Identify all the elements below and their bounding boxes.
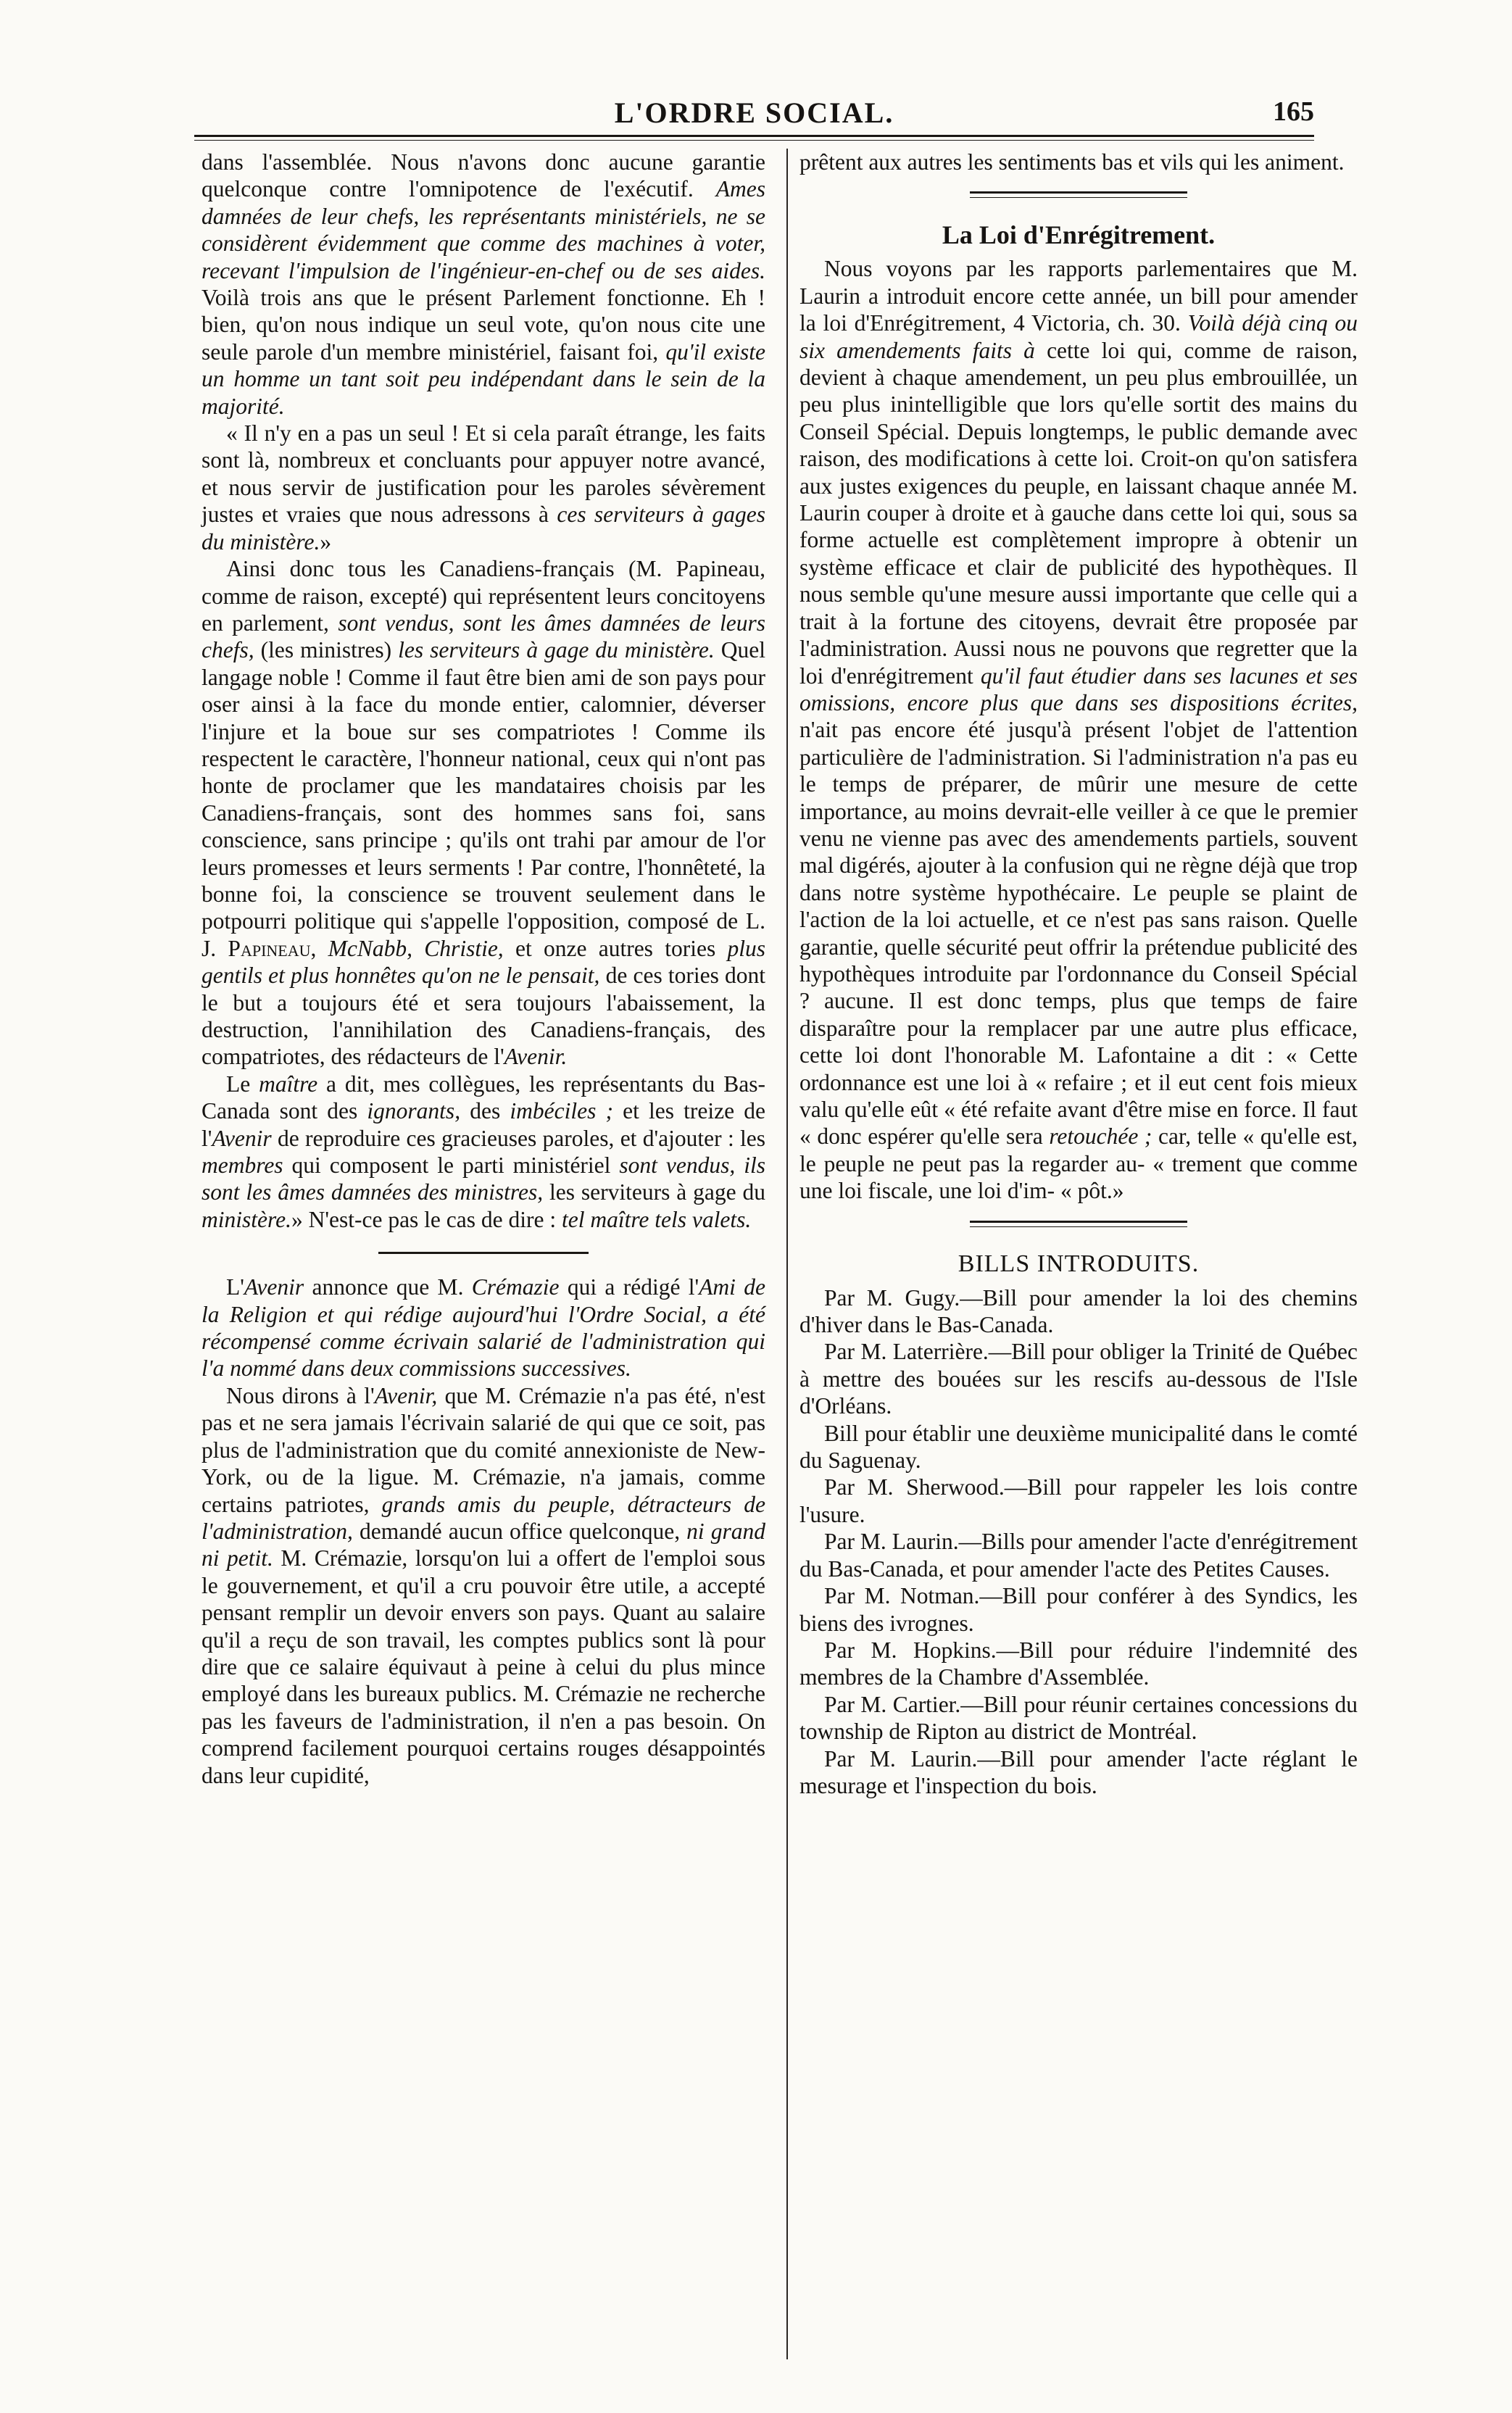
text-run: Avenir, bbox=[374, 1382, 438, 1408]
text-run: Nous voyons par les rapports parlementaires que M. Laurin a introduit encore cette année, un bill pour amender la loi d'Enrégitrement, 4 Victoria, ch. 30. bbox=[799, 256, 1358, 336]
article-paragraph bbox=[202, 420, 765, 555]
article-paragraph bbox=[799, 1691, 1358, 1745]
text-run: Avenir. bbox=[504, 1044, 568, 1070]
text-run: maître bbox=[259, 1071, 318, 1097]
section-divider bbox=[799, 175, 1358, 216]
masthead bbox=[194, 93, 1314, 144]
article-paragraph bbox=[799, 1745, 1358, 1800]
text-run: L' bbox=[226, 1274, 244, 1300]
text-run: Quel langage noble ! Comme il faut être bien ami de son pays pour oser ainsi à la face du monde entier, calomnier, déverser l'injure et la boue sur ses compatriotes ! Comme ils respectent le caractère, l'honneur national, ceux qui n'ont pas honte de proclamer que les mandataires choisis par les Canadiens-français, sont des hommes sans foi, sans conscience, sans principe ; qu'ils ont trahi par amour de l'or leurs promesses et leurs serments ! Par contre, l'honnêteté, la bonne foi, la conscience se trouvent seulement dans le potpourri politique qui s'appelle l'opposition, composé de L. J. bbox=[202, 637, 766, 961]
article-paragraph bbox=[799, 1284, 1358, 1339]
text-run: « Il n'y en a pas un seul ! Et si cela paraît étrange, les faits sont là, nombreux et concluants pour appuyer notre avancé, et nous servir de justification pour les paroles sévèrement justes et vraies que nous adressons à bbox=[202, 420, 765, 528]
text-run: Avenir bbox=[212, 1125, 272, 1151]
text-run: Ami de la Religion et qui rédige aujourd'hui l'Ordre Social, a été récompensé comme écrivain salarié de l'administration qui l'a nommé dans deux commissions successives. bbox=[202, 1274, 765, 1382]
text-run: de ces tories dont le but a toujours été et sera toujours l'abaissement, la destruction, l'annihilation des Canadiens-français, des compatriotes, des rédacteurs de l' bbox=[202, 963, 766, 1070]
text-run: Nous dirons à l' bbox=[226, 1382, 375, 1408]
text-run: Par M. Laurin.—Bill pour amender l'acte réglant le mesurage et l'inspection du bois. bbox=[799, 1745, 1358, 1798]
section-heading: La Loi d'Enrégitrement. bbox=[942, 220, 1216, 250]
text-run: qu'il existe un homme un tant soit peu indépendant dans le sein de la majorité. bbox=[202, 339, 766, 419]
text-run: M. Crémazie, lorsqu'on lui a offert de l'emploi sous le gouvernement, et qu'il a cru pouvoir être utile, a accepté pensant remplir un devoir envers son pays. Quant au salaire qu'il a reçu de son travail, les comptes publics sont là pour dire que ce salaire équivaut à peine à celui du plus mince employé dans les bureaux publics. M. Crémazie ne recherche pas les faveurs de l'administration, il n'en a pas besoin. On comprend facilement pourquoi certains rouges désappointés dans leur cupidité, bbox=[202, 1545, 765, 1788]
article-paragraph bbox=[799, 1582, 1358, 1637]
text-run: demandé aucun office quelconque, bbox=[352, 1518, 687, 1544]
text-run: qu'il faut étudier dans ses lacunes et ses omissions, encore plus que dans ses dispositions écrites, bbox=[799, 663, 1358, 715]
text-run: Par M. Hopkins.—Bill pour réduire l'indemnité des membres de la Chambre d'Assemblée. bbox=[799, 1637, 1358, 1690]
text-run: McNabb, Christie, bbox=[328, 935, 504, 961]
text-run: a dit, mes collègues, les représentants du Bas-Canada sont des bbox=[202, 1071, 765, 1124]
text-run: retouchée ; bbox=[1049, 1124, 1152, 1150]
text-run: prêtent aux autres les sentiments bas et vils qui les animent. bbox=[799, 149, 1345, 175]
section-divider bbox=[799, 1205, 1358, 1245]
text-run: membres bbox=[202, 1152, 283, 1179]
text-run: Papineau bbox=[228, 935, 311, 961]
article-paragraph bbox=[202, 1274, 765, 1382]
text-run: ces serviteurs à gages du ministère. bbox=[202, 502, 765, 555]
page-number: 165 bbox=[1273, 96, 1314, 127]
text-run: Le bbox=[226, 1071, 259, 1097]
section-heading: BILLS INTRODUITS. bbox=[958, 1250, 1200, 1277]
text-run: de reproduire ces gracieuses paroles, et d'ajouter : les bbox=[271, 1125, 765, 1151]
text-run: Par M. Sherwood.—Bill pour rappeler les lois contre l'usure. bbox=[799, 1474, 1358, 1527]
left-column bbox=[202, 149, 765, 1789]
newspaper-title: L'ORDRE SOCIAL. bbox=[614, 96, 894, 129]
text-run: que M. Crémazie n'a pas été, n'est pas et ne sera jamais l'écrivain salarié de qui que ce soit, pas plus de l'administration que du comité annexioniste de New-York, ou de la ligue. M. Crémazie, n'a jamais, comme certains patriotes, bbox=[202, 1382, 765, 1517]
article-paragraph bbox=[202, 1071, 765, 1233]
text-run: sont vendus, ils sont les âmes damnées des ministres, bbox=[202, 1152, 766, 1205]
text-run: qui a rédigé l' bbox=[559, 1274, 699, 1300]
article-paragraph bbox=[202, 149, 765, 420]
article-paragraph bbox=[799, 1528, 1358, 1582]
text-run: Crémazie bbox=[471, 1274, 560, 1300]
text-run: ignorants, bbox=[367, 1098, 461, 1124]
text-run: (les ministres) bbox=[254, 637, 399, 663]
text-run: Par M. Laurin.—Bills pour amender l'acte d'enrégitrement du Bas-Canada, et pour amender l'acte des Petites Causes. bbox=[799, 1529, 1358, 1582]
text-run: Ames damnées de leur chefs, les représentants ministériels, ne se considèrent évidemment que comme des machines à voter, recevant l'impulsion de l'ingénieur-en-chef ou de ses aides. bbox=[202, 176, 765, 283]
article-paragraph bbox=[799, 1474, 1358, 1528]
masthead-rule bbox=[194, 135, 1314, 137]
text-run: tel maître tels valets. bbox=[561, 1206, 752, 1232]
text-run: n'ait pas encore été jusqu'à présent l'objet de l'attention particulière de l'administration. Si l'administration n'a pas eu le temps de préparer, de mûrir une mesure de cette importance, au moins devrait-elle veiller à ce que le premier venu ne vienne pas avec des amendements partiels, souvent mal digérés, ajouter à la confusion qui ne règne déjà que trop dans notre système hypothécaire. Le peuple se plaint de l'action de la loi actuelle, et ce n'est pas sans raison. Quelle garantie, quelle sécurité peut offrir la prétendue publicité des hypothèques introduite par l'ordonnance du Conseil Spécial ? aucune. Il est donc temps, plus que temps de faire disparaître pour la remplacer par une autre plus efficace, cette loi dont l'honorable M. Lafontaine a dit : « Cette ordonnance est une loi à « refaire ; et il eut cent fois mieux valu qu'elle eût « été refaite avant d'être mise en force. Il faut « donc espérer qu'elle sera bbox=[799, 717, 1358, 1150]
text-run: des bbox=[460, 1098, 510, 1124]
article-paragraph bbox=[799, 1338, 1358, 1419]
text-run: imbéciles ; bbox=[510, 1098, 613, 1124]
text-run: plus gentils et plus honnêtes qu'on ne le pensait, bbox=[202, 935, 765, 989]
text-run: ni grand ni petit. bbox=[202, 1518, 765, 1571]
text-run: » bbox=[320, 528, 332, 555]
text-run: Avenir bbox=[244, 1274, 304, 1300]
article-paragraph bbox=[202, 1382, 765, 1789]
text-run: Par M. Notman.—Bill pour conférer à des Syndics, les biens des ivrognes. bbox=[799, 1583, 1358, 1636]
text-run: cette loi qui, comme de raison, devient à chaque amendement, un peu plus embrouillée, un peu plus inintelligible que lors qu'elle sortit des mains du Conseil Spécial. Depuis longtemps, le public demande avec raison, des modifications à cette loi. Croit-on qu'on satisfera aux justes exigences du peuple, en laissant chaque année M. Laurin couper à droite et à gauche dans cette loi qui, sous sa forme actuelle est complètement impropre à obtenir un système efficace et clair de publicité des hypothèques. Il nous semble qu'une mesure aussi importante que celle qui a trait à la fortune des citoyens, devrait être proposée par l'administration. Aussi nous ne pouvons que regretter que la loi d'enrégitrement bbox=[799, 337, 1358, 689]
text-run: dans l'assemblée. Nous n'avons donc aucune garantie quelconque contre l'omnipotence de l'exécutif. bbox=[202, 149, 765, 202]
article-paragraph bbox=[202, 555, 765, 1071]
text-run: et onze autres tories bbox=[503, 935, 728, 961]
masthead-rule-thin bbox=[194, 140, 1314, 141]
text-run: Par M. Laterrière.—Bill pour obliger la Trinité de Québec à mettre des bouées sur les rescifs au-dessous de l'Isle d'Orléans. bbox=[799, 1339, 1358, 1419]
right-column bbox=[799, 149, 1358, 1799]
text-run: » N'est-ce pas le cas de dire : bbox=[291, 1206, 562, 1232]
article-paragraph bbox=[799, 149, 1358, 175]
article-paragraph bbox=[799, 1637, 1358, 1691]
section-divider bbox=[202, 1233, 765, 1274]
text-run: Ainsi donc tous les Canadiens-français (M. Papineau, comme de raison, excepté) qui représentent leurs concitoyens en parlement, bbox=[202, 556, 765, 636]
text-run: annonce que M. bbox=[304, 1274, 472, 1300]
text-run: Bill pour établir une deuxième municipalité dans le comté du Saguenay. bbox=[799, 1420, 1358, 1474]
text-run: les serviteurs à gage du bbox=[543, 1179, 765, 1205]
text-run: Par M. Cartier.—Bill pour réunir certaines concessions du township de Ripton au district de Montréal. bbox=[799, 1691, 1358, 1745]
text-run: Par M. Gugy.—Bill pour amender la loi des chemins d'hiver dans le Bas-Canada. bbox=[799, 1284, 1358, 1338]
text-run: sont vendus, sont les âmes damnées de leurs chefs, bbox=[202, 610, 766, 663]
text-run: grands amis du peuple, détracteurs de l'administration, bbox=[202, 1491, 765, 1544]
text-run: et les treize de l' bbox=[202, 1098, 765, 1151]
text-run: Voilà déjà cinq ou six amendements faits à bbox=[799, 310, 1358, 363]
text-run: ministère. bbox=[202, 1206, 291, 1232]
text-run: les serviteurs à gage du ministère. bbox=[398, 637, 715, 663]
article-paragraph bbox=[799, 1420, 1358, 1474]
column-separator bbox=[786, 149, 788, 2359]
text-run: Voilà trois ans que le présent Parlement fonctionne. Eh ! bien, qu'on nous indique un seul vote, qu'on nous cite une seule parole d'un membre ministériel, faisant foi, bbox=[202, 285, 765, 365]
article-paragraph bbox=[799, 255, 1358, 1204]
text-run: , bbox=[310, 935, 328, 961]
text-run: qui composent le parti ministériel bbox=[283, 1152, 620, 1179]
text-run: car, telle « qu'elle est, le peuple ne peut pas la regarder au- « trement que comme une loi fiscale, une loi d'im- « pôt.» bbox=[799, 1124, 1358, 1204]
